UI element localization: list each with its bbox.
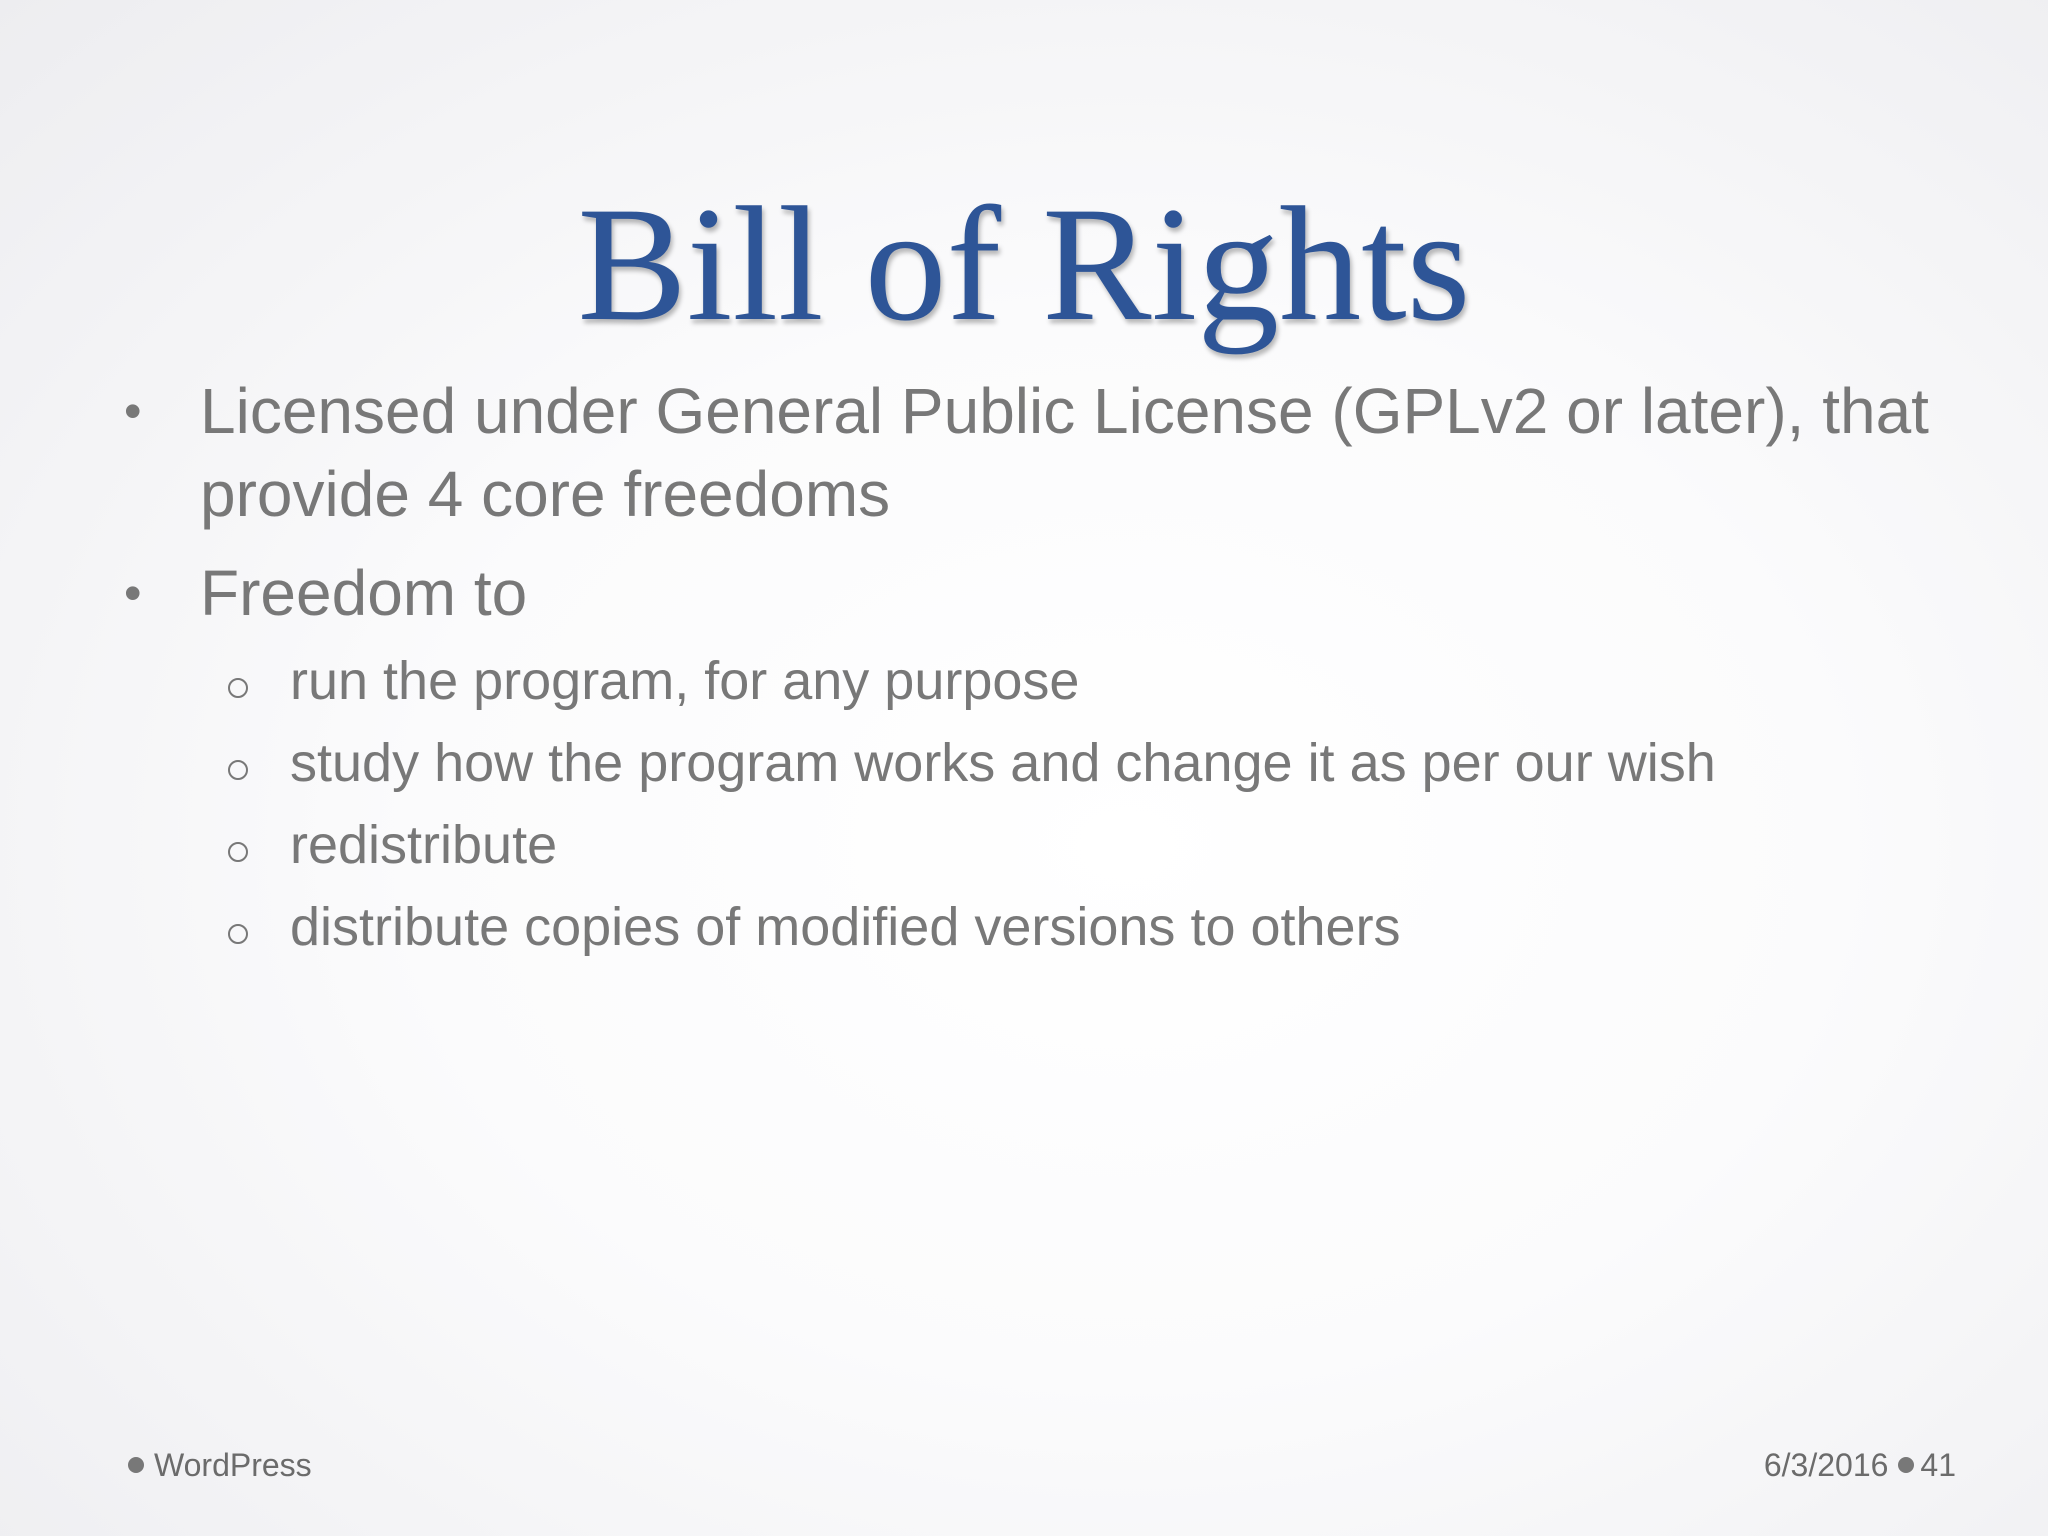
sub-bullet-text: study how the program works and change it as per our wish — [290, 733, 1716, 793]
footer-dot-icon — [1898, 1457, 1914, 1473]
bullet-marker: • — [124, 565, 142, 621]
bullet-text: Licensed under General Public License (GPLv2 or later), that provide 4 core freedoms — [200, 375, 1929, 530]
slide-title: Bill of Rights — [577, 174, 1471, 355]
footer-right — [1764, 1445, 1956, 1485]
bullet-marker: • — [124, 383, 142, 439]
hollow-circle-bullet-icon — [226, 886, 256, 968]
slide-number: 41 — [1920, 1447, 1956, 1483]
sub-bullet-text: redistribute — [290, 815, 558, 875]
sub-bullet-text: run the program, for any purpose — [290, 651, 1080, 711]
hollow-circle-bullet-icon — [226, 722, 256, 804]
sub-bullet-text: distribute copies of modified versions to others — [290, 897, 1401, 957]
footer-text: WordPress — [154, 1447, 312, 1483]
footer-left — [128, 1445, 312, 1485]
footer-dot-icon — [128, 1457, 144, 1473]
hollow-circle-bullet-icon — [226, 804, 256, 886]
bullet-text: Freedom to — [200, 557, 528, 629]
hollow-circle-bullet-icon — [226, 640, 256, 722]
footer-date: 6/3/2016 — [1763, 1447, 1889, 1483]
